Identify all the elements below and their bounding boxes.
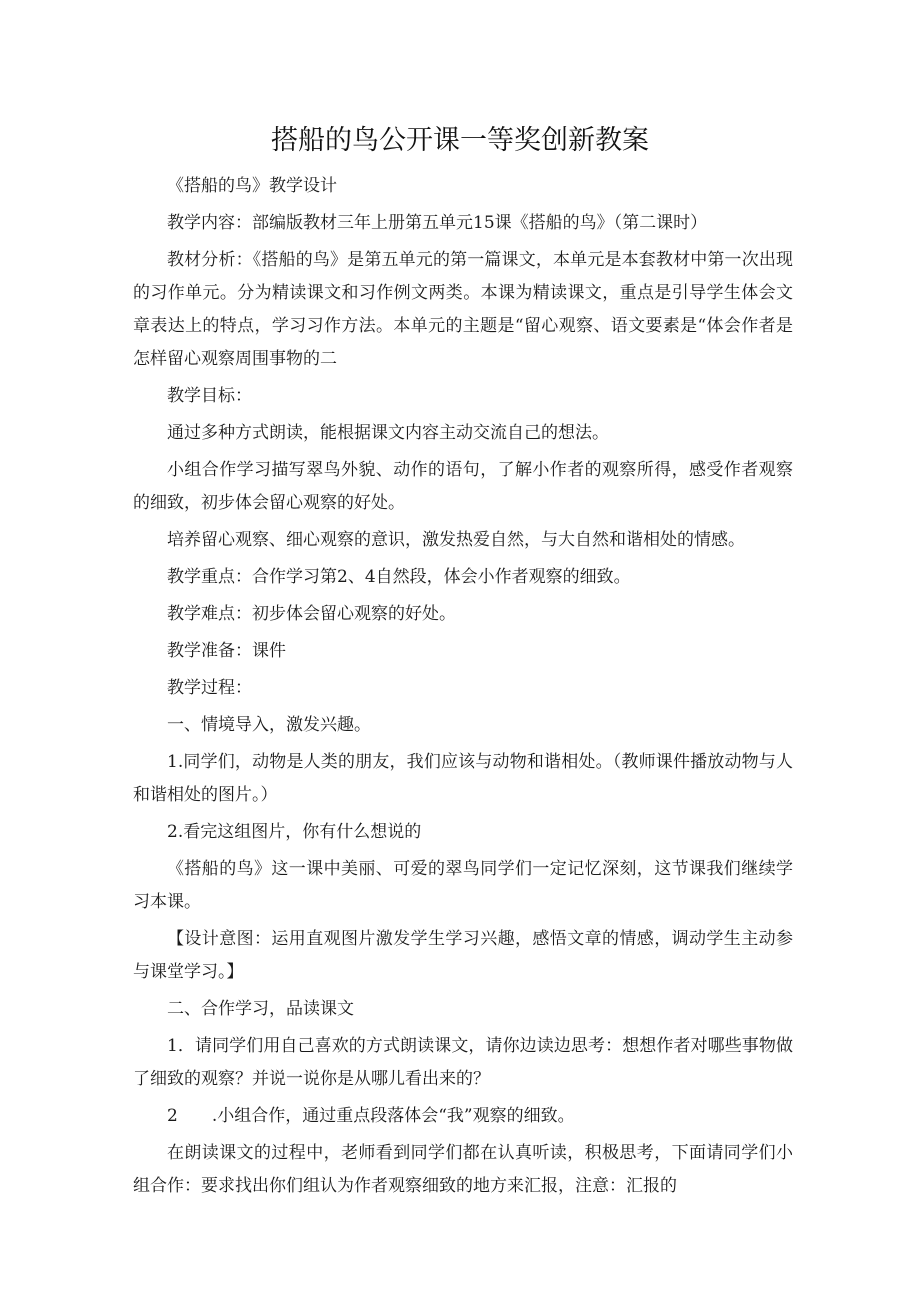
paragraph-step-1-1: 1.同学们，动物是人类的朋友，我们应该与动物和谐相处。（教师课件播放动物与人和谐相处的图片。） (133, 752, 793, 805)
paragraph-step-1-2: 2.看完这组图片，你有什么想说的 (167, 822, 422, 842)
paragraph-material-analysis: 教材分析：《搭船的鸟》是第五单元的第一篇课文，本单元是本套教材中第一次出现的习作单元。分为精读课文和习作例文两类。本课为精读课文，重点是引导学生体会文章表达上的特点，学习习作方法。本单元的主题是“留心观察、语文要素是“体会作者是怎样留心观察周围事物的二 (133, 250, 793, 369)
paragraph-section-1-heading: 一、情境导入，激发兴趣。 (167, 715, 371, 735)
paragraph-key-point: 教学重点：合作学习第2、4自然段，体会小作者观察的细致。 (167, 567, 631, 587)
paragraph-step-2-2: 2 .小组合作，通过重点段落体会“我”观察的细致。 (167, 1106, 575, 1126)
paragraph-intro-text: 《搭船的鸟》这一课中美丽、可爱的翠鸟同学们一定记忆深刻，这节课我们继续学习本课。 (133, 859, 793, 912)
paragraph-preparation: 教学准备：课件 (167, 641, 286, 661)
page-title: 搭船的鸟公开课一等奖创新教案 (271, 125, 649, 156)
paragraph-objective-3: 培养留心观察、细心观察的意识，激发热爱自然，与大自然和谐相处的情感。 (167, 530, 745, 550)
paragraph-step-2-1: 1．请同学们用自己喜欢的方式朗读课文，请你边读边思考：想想作者对哪些事物做了细致的观察？并说一说你是从哪儿看出来的？ (133, 1036, 793, 1089)
paragraph-group-work: 在朗读课文的过程中，老师看到同学们都在认真听读，积极思考，下面请同学们小组合作：要求找出你们组认为作者观察细致的地方来汇报，注意：汇报的 (133, 1143, 793, 1196)
paragraph-design-title: 《搭船的鸟》教学设计 (167, 176, 337, 196)
paragraph-section-2-heading: 二、合作学习，品读课文 (167, 999, 354, 1019)
paragraph-difficulty: 教学难点：初步体会留心观察的好处。 (167, 604, 456, 624)
paragraph-objectives-heading: 教学目标： (167, 386, 252, 406)
paragraph-teaching-content: 教学内容：部编版教材三年上册第五单元15课《搭船的鸟》（第二课时） (167, 213, 708, 233)
paragraph-design-intent: 【设计意图：运用直观图片激发学生学习兴趣，感悟文章的情感，调动学生主动参与课堂学习。】 (133, 929, 793, 982)
paragraph-objective-1: 通过多种方式朗读，能根据课文内容主动交流自己的想法。 (167, 423, 609, 443)
paragraph-process-heading: 教学过程： (167, 678, 252, 698)
document-body (133, 170, 793, 1207)
paragraph-objective-2: 小组合作学习描写翠鸟外貌、动作的语句，了解小作者的观察所得，感受作者观察的细致，初步体会留心观察的好处。 (133, 460, 793, 513)
